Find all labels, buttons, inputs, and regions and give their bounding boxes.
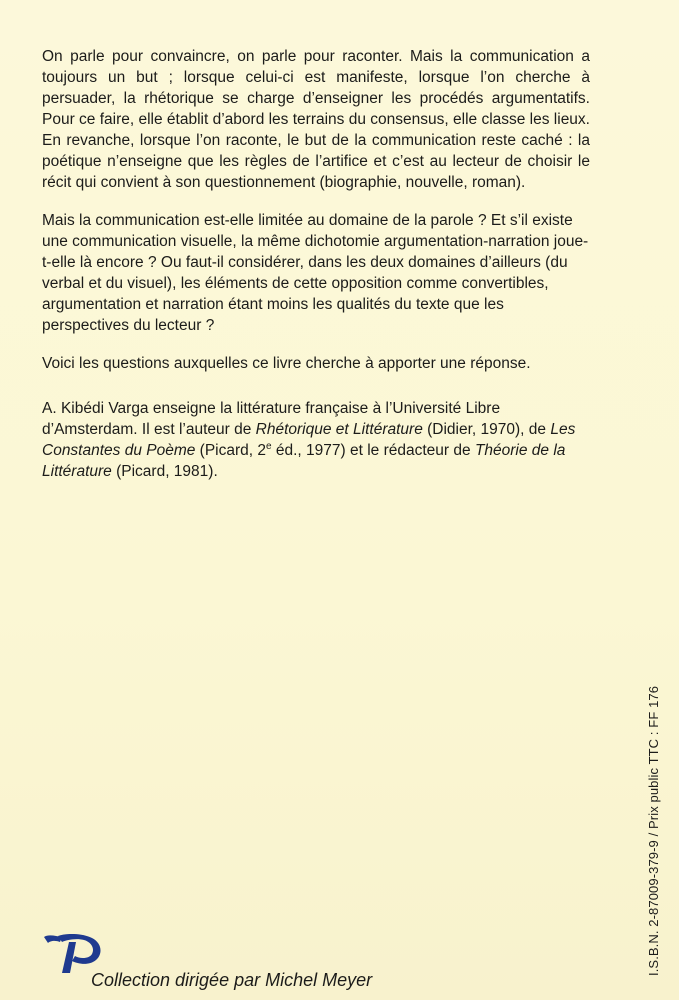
author-note [42,398,590,482]
isbn-price-line: I.S.B.N. 2-87009-379-9 / Prix public TTC : FF 176 [646,685,661,976]
book-title-constantes: Les Constantes du Poème [42,421,576,459]
author-note-text: (Picard, 2 [195,442,267,459]
publisher-logo-icon [42,934,104,974]
collection-credit: Collection dirigée par Michel Meyer [91,970,373,990]
book-title-rhetorique: Rhétorique et Littérature [255,421,423,438]
book-title-theorie: Théorie de la Littérature [42,442,566,480]
blurb-paragraph-2: Mais la communication est-elle limitée au domaine de la parole ? Et s’il existe une communication visuelle, la même dichotomie argumentation-narration joue-t-elle là encore ? Ou faut-il considérer, dans les deux domaines d’ailleurs (du verbal et du visuel), les éléments de cette opposition comme convertibles, argumentation et narration étant moins les qualités du texte que les perspectives du lecteur ? [42,212,589,334]
blurb-paragraph-3: Voici les questions auxquelles ce livre cherche à apporter une réponse. [42,355,531,372]
edition-superscript: e [266,440,272,452]
author-note-text: A. Kibédi Varga enseigne la littérature française à l’Université Libre d’Amsterdam. Il est l’auteur de [42,400,501,438]
author-note-text: éd., 1977) et le rédacteur de [271,442,475,459]
blurb-paragraph-1: On parle pour convaincre, on parle pour raconter. Mais la communication a toujours un but ; lorsque celui-ci est manifeste, lorsque l’on cherche à persuader, la rhétorique se charge d’enseigner les procédés argumentatifs. Pour ce faire, elle établit d’abord les terrains du consensus, elle classe les lieux. En revanche, lorsque l’on raconte, le but de la communication reste caché : la poétique n’enseigne que les règles de l’artifice et c’est au lecteur de choisir le récit qui convient à son questionnement (biographie, nouvelle, roman). [42,48,590,191]
author-note-text: (Didier, 1970), de [422,421,551,438]
blurb [42,46,590,391]
author-note-text: (Picard, 1981). [111,463,218,480]
